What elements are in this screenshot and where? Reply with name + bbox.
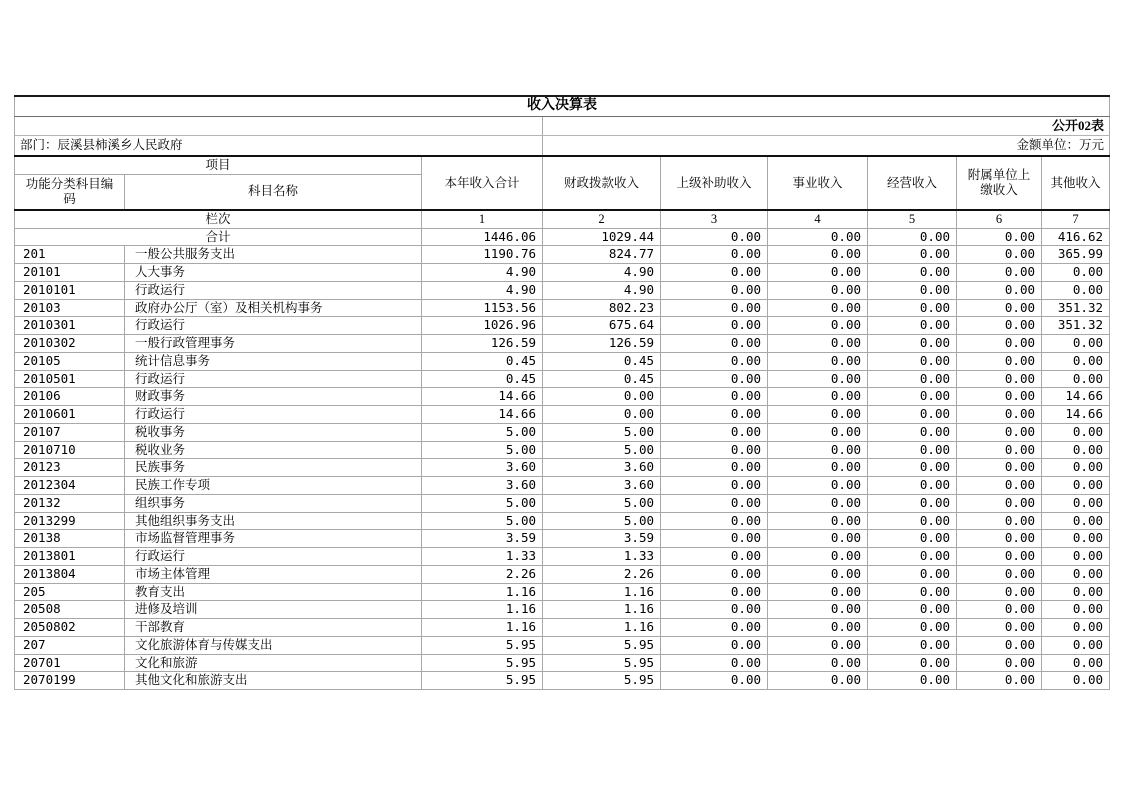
row-value: 5.00 [422, 494, 543, 512]
table-row [15, 583, 1110, 601]
row-code: 2010302 [15, 335, 125, 353]
header-col-operation: 事业收入 [768, 156, 868, 210]
row-value: 0.00 [957, 264, 1042, 282]
row-code: 2010501 [15, 370, 125, 388]
table-row [15, 619, 1110, 637]
row-value: 0.00 [661, 494, 768, 512]
row-value: 5.95 [543, 672, 661, 690]
row-subject-name: 市场监督管理事务 [125, 530, 422, 548]
row-value: 0.00 [768, 494, 868, 512]
row-value: 4.90 [543, 264, 661, 282]
row-value: 0.00 [868, 636, 957, 654]
row-value: 0.00 [868, 423, 957, 441]
table-row [15, 352, 1110, 370]
row-value: 0.00 [1042, 281, 1110, 299]
row-value: 0.00 [661, 264, 768, 282]
row-value: 0.00 [1042, 264, 1110, 282]
row-value: 5.00 [543, 512, 661, 530]
row-value: 0.00 [661, 672, 768, 690]
row-value: 365.99 [1042, 246, 1110, 264]
row-subject-name: 组织事务 [125, 494, 422, 512]
row-value: 0.00 [543, 406, 661, 424]
row-value: 0.00 [661, 406, 768, 424]
row-value: 0.00 [768, 299, 868, 317]
row-value: 0.00 [957, 370, 1042, 388]
row-subject-name: 市场主体管理 [125, 565, 422, 583]
row-subject-name: 民族工作专项 [125, 477, 422, 495]
row-subject-name: 其他文化和旅游支出 [125, 672, 422, 690]
row-value: 0.00 [768, 548, 868, 566]
row-value: 14.66 [1042, 406, 1110, 424]
row-value: 0.00 [661, 459, 768, 477]
header-project: 项目 [15, 156, 422, 174]
row-value: 0.00 [957, 459, 1042, 477]
row-value: 0.00 [661, 601, 768, 619]
row-value: 0.00 [868, 281, 957, 299]
row-code: 2010601 [15, 406, 125, 424]
row-value: 0.00 [768, 636, 868, 654]
row-value: 0.00 [957, 619, 1042, 637]
row-value: 0.00 [868, 441, 957, 459]
row-value: 1.16 [543, 583, 661, 601]
row-value: 0.00 [957, 335, 1042, 353]
row-code: 20106 [15, 388, 125, 406]
row-code: 20103 [15, 299, 125, 317]
row-value: 3.60 [543, 477, 661, 495]
row-value: 0.00 [868, 264, 957, 282]
row-value: 5.95 [422, 672, 543, 690]
row-value: 0.00 [661, 565, 768, 583]
total-row [15, 228, 1110, 246]
row-value: 351.32 [1042, 317, 1110, 335]
row-value: 5.95 [422, 654, 543, 672]
row-value: 0.00 [768, 406, 868, 424]
row-value: 0.00 [768, 441, 868, 459]
row-code: 2070199 [15, 672, 125, 690]
sheet-label: 公开02表 [543, 117, 1110, 136]
table-row [15, 317, 1110, 335]
row-subject-name: 财政事务 [125, 388, 422, 406]
department-row [15, 136, 1110, 157]
row-code: 207 [15, 636, 125, 654]
row-value: 0.00 [768, 352, 868, 370]
row-code: 2050802 [15, 619, 125, 637]
row-value: 14.66 [422, 406, 543, 424]
row-subject-name: 税收事务 [125, 423, 422, 441]
row-value: 0.00 [768, 264, 868, 282]
row-value: 5.00 [422, 512, 543, 530]
row-value: 0.00 [768, 477, 868, 495]
row-value: 0.00 [768, 512, 868, 530]
row-subject-name: 文化和旅游 [125, 654, 422, 672]
col-index: 2 [543, 210, 661, 228]
row-value: 14.66 [1042, 388, 1110, 406]
row-value: 0.00 [661, 512, 768, 530]
table-row [15, 565, 1110, 583]
row-value: 0.00 [957, 654, 1042, 672]
total-value: 416.62 [1042, 228, 1110, 246]
row-code: 20107 [15, 423, 125, 441]
table-row [15, 636, 1110, 654]
row-value: 0.00 [768, 672, 868, 690]
row-value: 0.00 [661, 654, 768, 672]
row-value: 0.00 [661, 352, 768, 370]
row-value: 5.95 [543, 654, 661, 672]
row-value: 0.00 [661, 246, 768, 264]
row-value: 0.00 [1042, 636, 1110, 654]
row-value: 0.00 [957, 548, 1042, 566]
row-value: 126.59 [543, 335, 661, 353]
header-col-other: 其他收入 [1042, 156, 1110, 210]
row-subject-name: 人大事务 [125, 264, 422, 282]
row-value: 2.26 [422, 565, 543, 583]
row-value: 0.00 [768, 619, 868, 637]
row-value: 0.00 [957, 406, 1042, 424]
row-value: 0.00 [957, 672, 1042, 690]
lanci-label: 栏次 [15, 210, 422, 228]
row-value: 0.00 [957, 636, 1042, 654]
row-value: 1.33 [543, 548, 661, 566]
row-code: 20138 [15, 530, 125, 548]
row-value: 0.00 [868, 619, 957, 637]
row-value: 0.00 [768, 246, 868, 264]
table-row [15, 477, 1110, 495]
table-row [15, 299, 1110, 317]
col-index: 4 [768, 210, 868, 228]
row-value: 1.16 [422, 619, 543, 637]
row-value: 5.00 [422, 423, 543, 441]
row-code: 20123 [15, 459, 125, 477]
row-code: 20132 [15, 494, 125, 512]
row-value: 0.00 [1042, 512, 1110, 530]
row-value: 0.00 [768, 565, 868, 583]
row-value: 1153.56 [422, 299, 543, 317]
row-value: 1.16 [543, 601, 661, 619]
row-value: 0.00 [768, 281, 868, 299]
row-value: 5.00 [543, 494, 661, 512]
row-code: 20508 [15, 601, 125, 619]
sheet-row-spacer [15, 117, 543, 136]
row-value: 4.90 [422, 281, 543, 299]
row-subject-name: 教育支出 [125, 583, 422, 601]
table-row [15, 512, 1110, 530]
row-value: 0.00 [661, 477, 768, 495]
row-value: 824.77 [543, 246, 661, 264]
total-value: 0.00 [957, 228, 1042, 246]
row-value: 351.32 [1042, 299, 1110, 317]
row-code: 205 [15, 583, 125, 601]
row-value: 1.16 [543, 619, 661, 637]
row-value: 0.45 [543, 370, 661, 388]
row-code: 2010301 [15, 317, 125, 335]
row-value: 3.59 [422, 530, 543, 548]
row-value: 0.00 [661, 441, 768, 459]
row-value: 0.00 [661, 370, 768, 388]
table-row [15, 494, 1110, 512]
table-row [15, 246, 1110, 264]
row-value: 0.00 [661, 281, 768, 299]
table-row [15, 441, 1110, 459]
header-subject: 科目名称 [125, 174, 422, 210]
row-value: 0.00 [543, 388, 661, 406]
col-index: 7 [1042, 210, 1110, 228]
table-row [15, 672, 1110, 690]
row-value: 0.00 [957, 281, 1042, 299]
title-row [15, 96, 1110, 117]
header-row-project [15, 156, 1110, 174]
total-value: 0.00 [768, 228, 868, 246]
row-value: 0.00 [868, 370, 957, 388]
row-value: 0.00 [1042, 530, 1110, 548]
table-row [15, 530, 1110, 548]
row-subject-name: 行政运行 [125, 548, 422, 566]
row-value: 0.00 [768, 654, 868, 672]
row-value: 0.00 [661, 317, 768, 335]
row-value: 0.00 [868, 317, 957, 335]
row-value: 1.16 [422, 601, 543, 619]
row-value: 5.95 [543, 636, 661, 654]
row-value: 5.00 [543, 423, 661, 441]
row-value: 0.00 [957, 477, 1042, 495]
row-subject-name: 统计信息事务 [125, 352, 422, 370]
row-value: 0.00 [1042, 494, 1110, 512]
header-col-affiliated: 附属单位上缴收入 [957, 156, 1042, 210]
row-code: 20101 [15, 264, 125, 282]
row-subject-name: 行政运行 [125, 281, 422, 299]
row-value: 0.00 [957, 246, 1042, 264]
row-value: 0.00 [768, 530, 868, 548]
row-value: 1.33 [422, 548, 543, 566]
row-value: 3.59 [543, 530, 661, 548]
header-col-business: 经营收入 [868, 156, 957, 210]
total-value: 0.00 [661, 228, 768, 246]
table-row [15, 370, 1110, 388]
row-value: 5.95 [422, 636, 543, 654]
row-value: 0.45 [422, 352, 543, 370]
row-value: 0.00 [957, 352, 1042, 370]
row-value: 1.16 [422, 583, 543, 601]
row-code: 2013801 [15, 548, 125, 566]
table-row [15, 654, 1110, 672]
row-value: 0.00 [868, 406, 957, 424]
row-value: 0.00 [957, 565, 1042, 583]
table-row [15, 406, 1110, 424]
row-value: 0.00 [957, 512, 1042, 530]
row-value: 0.00 [868, 672, 957, 690]
table-row [15, 335, 1110, 353]
row-value: 4.90 [543, 281, 661, 299]
row-value: 0.00 [868, 352, 957, 370]
row-subject-name: 进修及培训 [125, 601, 422, 619]
row-value: 0.00 [661, 423, 768, 441]
row-value: 0.00 [1042, 548, 1110, 566]
table-row [15, 459, 1110, 477]
row-code: 20105 [15, 352, 125, 370]
row-value: 126.59 [422, 335, 543, 353]
row-value: 0.00 [868, 459, 957, 477]
row-value: 1026.96 [422, 317, 543, 335]
row-value: 5.00 [422, 441, 543, 459]
table-row [15, 601, 1110, 619]
row-value: 0.00 [868, 548, 957, 566]
row-subject-name: 行政运行 [125, 370, 422, 388]
row-subject-name: 文化旅游体育与传媒支出 [125, 636, 422, 654]
row-value: 0.00 [957, 423, 1042, 441]
row-value: 0.00 [868, 530, 957, 548]
table-row [15, 423, 1110, 441]
row-subject-name: 干部教育 [125, 619, 422, 637]
row-value: 0.00 [868, 601, 957, 619]
row-value: 0.00 [661, 299, 768, 317]
row-value: 0.00 [868, 388, 957, 406]
row-value: 3.60 [422, 459, 543, 477]
total-value: 0.00 [868, 228, 957, 246]
row-value: 0.00 [661, 548, 768, 566]
row-value: 675.64 [543, 317, 661, 335]
row-value: 3.60 [422, 477, 543, 495]
row-value: 0.00 [661, 636, 768, 654]
row-subject-name: 政府办公厅（室）及相关机构事务 [125, 299, 422, 317]
table-row [15, 388, 1110, 406]
col-index: 1 [422, 210, 543, 228]
row-value: 0.00 [1042, 441, 1110, 459]
total-value: 1446.06 [422, 228, 543, 246]
total-value: 1029.44 [543, 228, 661, 246]
row-subject-name: 行政运行 [125, 406, 422, 424]
row-value: 0.00 [868, 565, 957, 583]
row-value: 0.00 [768, 335, 868, 353]
row-value: 0.00 [768, 388, 868, 406]
row-code: 2013299 [15, 512, 125, 530]
header-col-total: 本年收入合计 [422, 156, 543, 210]
row-code: 2013804 [15, 565, 125, 583]
header-code: 功能分类科目编码 [15, 174, 125, 210]
income-final-accounts-sheet [14, 95, 1108, 690]
row-value: 0.00 [1042, 601, 1110, 619]
row-subject-name: 行政运行 [125, 317, 422, 335]
row-value: 1190.76 [422, 246, 543, 264]
row-value: 0.00 [957, 441, 1042, 459]
row-subject-name: 一般公共服务支出 [125, 246, 422, 264]
row-value: 0.00 [661, 388, 768, 406]
row-value: 0.00 [957, 299, 1042, 317]
total-label: 合计 [15, 228, 422, 246]
row-code: 20701 [15, 654, 125, 672]
row-subject-name: 税收业务 [125, 441, 422, 459]
row-value: 0.00 [768, 583, 868, 601]
header-col-subsidy: 上级补助收入 [661, 156, 768, 210]
row-value: 0.00 [661, 619, 768, 637]
row-value: 0.00 [868, 246, 957, 264]
row-value: 0.00 [1042, 672, 1110, 690]
department-label: 部门：辰溪县柿溪乡人民政府 [15, 136, 543, 157]
row-value: 0.00 [868, 299, 957, 317]
row-subject-name: 民族事务 [125, 459, 422, 477]
table-row [15, 264, 1110, 282]
row-value: 0.00 [868, 494, 957, 512]
row-value: 0.00 [1042, 370, 1110, 388]
row-value: 0.00 [957, 601, 1042, 619]
row-value: 0.00 [957, 530, 1042, 548]
income-table [14, 95, 1110, 690]
header-col-fiscal: 财政拨款收入 [543, 156, 661, 210]
row-value: 0.45 [543, 352, 661, 370]
row-value: 0.00 [768, 423, 868, 441]
row-value: 0.00 [1042, 459, 1110, 477]
table-row [15, 548, 1110, 566]
row-value: 0.00 [1042, 619, 1110, 637]
row-subject-name: 其他组织事务支出 [125, 512, 422, 530]
row-value: 0.45 [422, 370, 543, 388]
row-subject-name: 一般行政管理事务 [125, 335, 422, 353]
row-value: 0.00 [768, 601, 868, 619]
row-value: 0.00 [868, 654, 957, 672]
row-value: 0.00 [957, 317, 1042, 335]
row-value: 14.66 [422, 388, 543, 406]
row-value: 0.00 [957, 494, 1042, 512]
row-value: 0.00 [661, 530, 768, 548]
col-index: 3 [661, 210, 768, 228]
column-index-row [15, 210, 1110, 228]
row-value: 802.23 [543, 299, 661, 317]
col-index: 6 [957, 210, 1042, 228]
row-value: 0.00 [661, 583, 768, 601]
row-value: 0.00 [868, 477, 957, 495]
row-value: 0.00 [1042, 477, 1110, 495]
amount-unit-label: 金额单位：万元 [543, 136, 1110, 157]
row-value: 0.00 [768, 459, 868, 477]
row-code: 2012304 [15, 477, 125, 495]
row-value: 0.00 [1042, 423, 1110, 441]
row-code: 2010710 [15, 441, 125, 459]
row-value: 0.00 [957, 388, 1042, 406]
row-value: 0.00 [868, 335, 957, 353]
row-value: 0.00 [661, 335, 768, 353]
row-value: 0.00 [1042, 565, 1110, 583]
data-rows [15, 246, 1110, 690]
row-code: 201 [15, 246, 125, 264]
row-value: 0.00 [1042, 335, 1110, 353]
row-value: 0.00 [957, 583, 1042, 601]
row-value: 0.00 [768, 317, 868, 335]
row-value: 0.00 [1042, 583, 1110, 601]
col-index: 5 [868, 210, 957, 228]
row-value: 4.90 [422, 264, 543, 282]
row-value: 5.00 [543, 441, 661, 459]
row-value: 2.26 [543, 565, 661, 583]
row-value: 0.00 [868, 583, 957, 601]
row-value: 3.60 [543, 459, 661, 477]
row-value: 0.00 [1042, 654, 1110, 672]
table-row [15, 281, 1110, 299]
row-value: 0.00 [868, 512, 957, 530]
sheet-label-row [15, 117, 1110, 136]
page-title: 收入决算表 [15, 96, 1110, 117]
row-value: 0.00 [1042, 352, 1110, 370]
row-code: 2010101 [15, 281, 125, 299]
row-value: 0.00 [768, 370, 868, 388]
